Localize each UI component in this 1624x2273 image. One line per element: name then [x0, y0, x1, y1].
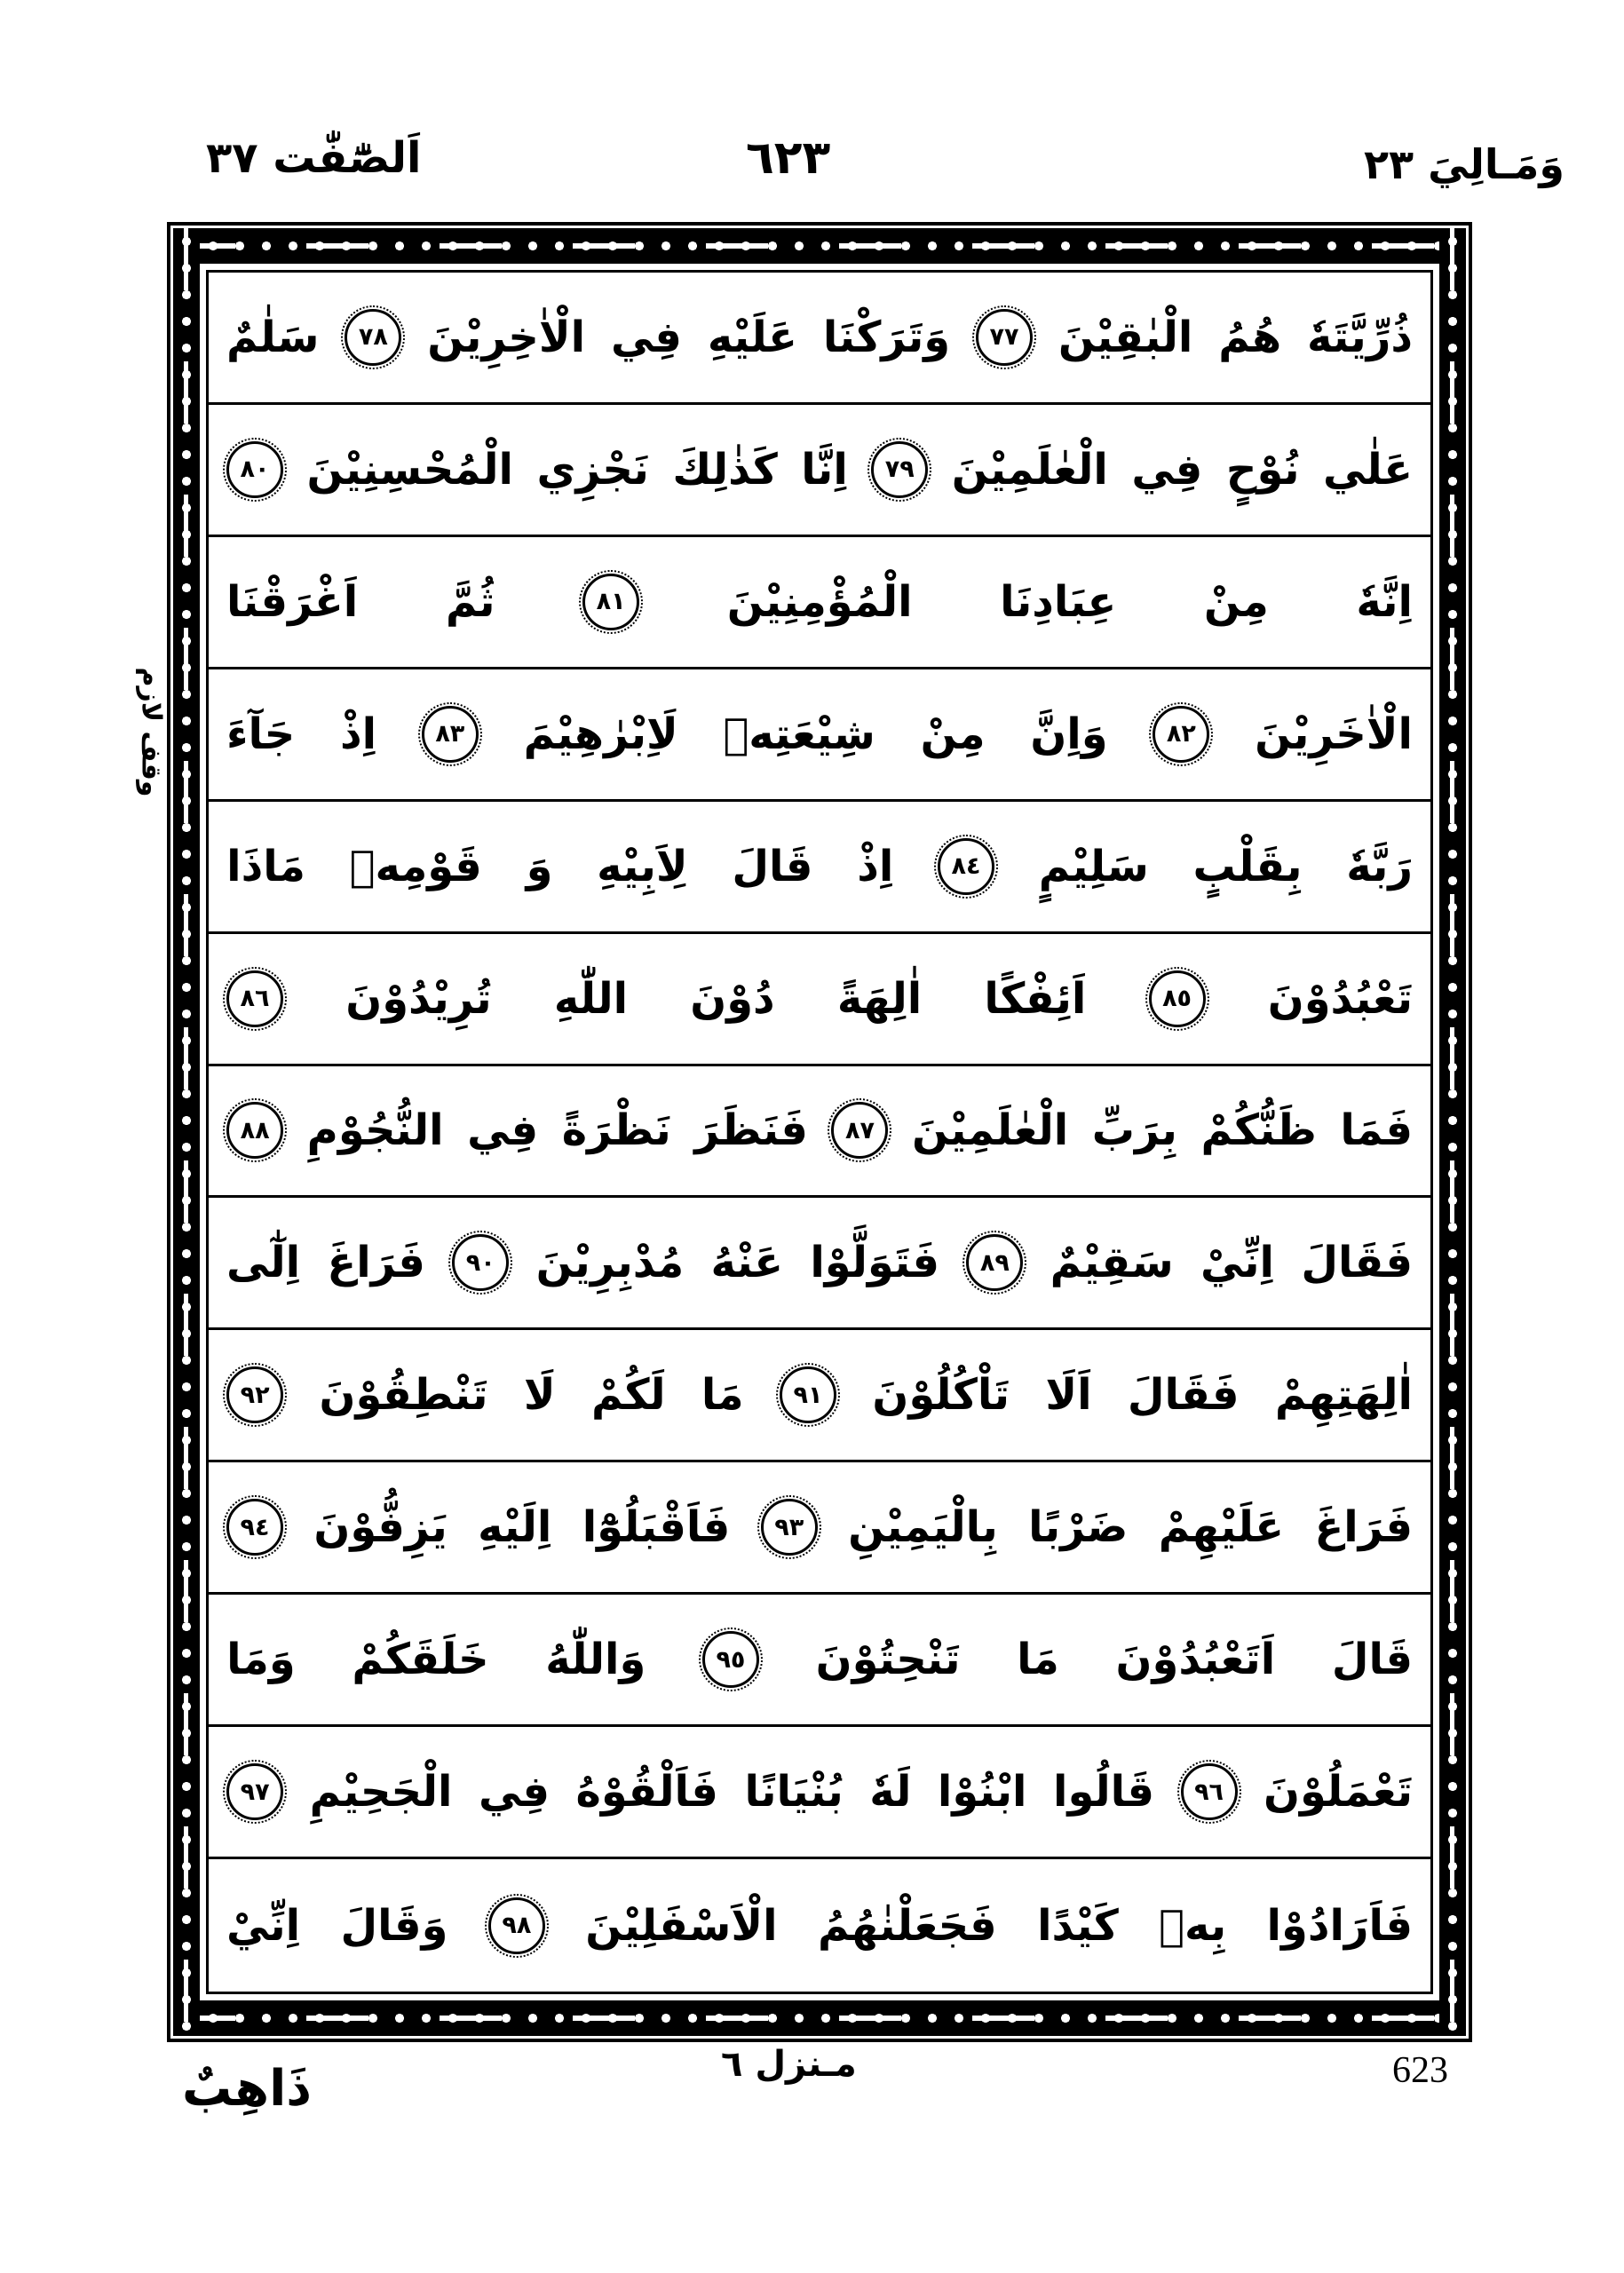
quran-word: ذُرِّيَّتَهٗ — [1307, 312, 1413, 362]
quran-word: النُّجُوْمِ — [306, 1105, 444, 1156]
border-ornament-left — [173, 228, 200, 2036]
quran-word: قَالُوا — [1053, 1767, 1155, 1818]
verse-number-medallion: ٩٠ — [452, 1234, 509, 1291]
quran-word: وَقَالَ — [340, 1900, 448, 1951]
quran-word: الْعٰلَمِيْنَ — [912, 1105, 1069, 1156]
quran-word: تَاْكُلُوْنَ — [872, 1370, 1010, 1421]
quran-word: ضَرْبًا — [1028, 1502, 1129, 1553]
quran-word: نَظْرَةً — [561, 1105, 671, 1156]
border-ornament-top — [173, 228, 1466, 264]
quran-word: قَالَ — [1331, 1635, 1413, 1685]
verse-number-medallion: ٨٢ — [1153, 706, 1209, 763]
quran-word: اَئِفْكًا — [984, 973, 1087, 1024]
verse-number-medallion: ٨٣ — [422, 706, 479, 763]
quran-word: عَلَيْهِ — [707, 312, 797, 362]
quran-word: فِي — [1131, 444, 1203, 495]
quran-word: الْاٰخِرِيْنَ — [427, 312, 586, 362]
quran-line-2 — [209, 405, 1430, 537]
quran-word: مُدْبِرِيْنَ — [535, 1238, 685, 1288]
quran-word: وَاِنَّ — [1030, 709, 1108, 759]
quran-word: كَذٰلِكَ — [672, 444, 778, 495]
verse-number-medallion: ٩٢ — [226, 1366, 283, 1423]
quran-line-12 — [209, 1727, 1430, 1859]
quran-word: بِرَبِّ — [1091, 1105, 1177, 1156]
quran-word: شِيْعَتِهٖ — [723, 709, 875, 759]
quran-word: الْعٰلَمِيْنَ — [951, 444, 1108, 495]
verse-number-medallion: ٨٦ — [226, 970, 283, 1027]
quran-word: اَغْرَقْنَا — [226, 576, 359, 627]
quran-word: اَلَا — [1045, 1370, 1092, 1421]
verse-number-medallion: ٩٥ — [702, 1631, 759, 1688]
quran-word: كَيْدًا — [1037, 1900, 1119, 1951]
quran-word: فَقَالَ — [1301, 1238, 1413, 1288]
quran-word: اِلَيْهِ — [478, 1502, 552, 1553]
quran-word: دُوْنَ — [690, 973, 775, 1024]
quran-word: عِبَادِنَا — [1000, 576, 1117, 627]
quran-text-block — [206, 270, 1433, 1994]
verse-number-medallion: ٨٤ — [938, 838, 994, 895]
page-number-latin: 623 — [1392, 2050, 1448, 2091]
quran-line-11 — [209, 1595, 1430, 1727]
quran-word: فِي — [479, 1767, 551, 1818]
verse-number-medallion: ٨٥ — [1149, 970, 1206, 1027]
quran-word: جَآءَ — [226, 709, 296, 759]
verse-number-medallion: ٩٤ — [226, 1499, 283, 1556]
quran-word: مَاذَا — [226, 841, 305, 891]
quran-word: الْاٰخَرِيْنَ — [1255, 709, 1413, 759]
quran-word: الْمُحْسِنِيْنَ — [306, 444, 513, 495]
verse-number-medallion: ٨٧ — [831, 1102, 888, 1159]
quran-word: لِاَبِيْهِ — [597, 841, 688, 891]
quran-word: اِنِّيْ — [226, 1900, 301, 1951]
quran-word: فَتَوَلَّوْا — [810, 1238, 939, 1288]
quran-line-3 — [209, 537, 1430, 669]
quran-word: فَنَظَرَ — [694, 1105, 808, 1156]
quran-word: بِقَلْبٍ — [1192, 841, 1303, 891]
quran-word: لَكُمْ — [590, 1370, 666, 1421]
page-number-arabic: ٦٢٣ — [746, 131, 831, 185]
quran-word: اِنِّيْ — [1200, 1238, 1275, 1288]
verse-number-medallion: ٨٠ — [226, 441, 283, 498]
quran-word: تَنْحِتُوْنَ — [815, 1635, 961, 1685]
quran-word: فَجَعَلْنٰهُمُ — [818, 1900, 997, 1951]
verse-number-medallion: ٩٦ — [1181, 1763, 1238, 1820]
quran-line-5 — [209, 802, 1430, 934]
quran-word: عَلَيْهِمْ — [1158, 1502, 1285, 1553]
juz-title: وَمَـالِيَ ٢٣ — [1363, 140, 1565, 188]
quran-word: يَزِفُّوْنَ — [313, 1502, 448, 1553]
quran-word: قَالَ — [732, 841, 813, 891]
quran-line-6 — [209, 934, 1430, 1066]
ornamental-border-frame — [167, 222, 1472, 2042]
quran-line-7 — [209, 1066, 1430, 1199]
verse-number-medallion: ٧٨ — [345, 309, 401, 366]
quran-word: اٰلِهَةً — [836, 973, 923, 1024]
quran-word: وَاللّٰهُ — [545, 1635, 646, 1685]
quran-word: فَقَالَ — [1127, 1370, 1240, 1421]
quran-word: اِلٰٓى — [226, 1238, 301, 1288]
quran-word: لَاِبْرٰهِيْمَ — [523, 709, 678, 759]
quran-word: ابْنُوْا — [937, 1767, 1027, 1818]
verse-number-medallion: ٧٧ — [976, 309, 1033, 366]
quran-word: اِنَّهٗ — [1356, 576, 1413, 627]
quran-word: فَاَقْبَلُوْٓا — [582, 1502, 731, 1553]
manzil-marker: مـنزل ٦ — [721, 2044, 857, 2085]
quran-word: فَمَا — [1340, 1105, 1413, 1156]
quran-word: سَلِيْمٍ — [1038, 841, 1149, 891]
quran-word: اللّٰهِ — [553, 973, 629, 1024]
quran-word: نُوْحٍ — [1225, 444, 1300, 495]
quran-word: هُمُ — [1218, 312, 1282, 362]
verse-number-medallion: ٩٧ — [226, 1763, 283, 1820]
quran-word: فَرَاغَ — [327, 1238, 425, 1288]
quran-word: وَتَرَكْنَا — [822, 312, 951, 362]
quran-word: رَبَّهٗ — [1346, 841, 1413, 891]
quran-word: فَاَلْقُوْهُ — [575, 1767, 718, 1818]
quran-word: بِهٖ — [1159, 1900, 1227, 1951]
verse-number-medallion: ٧٩ — [871, 441, 928, 498]
quran-word: الْمُؤْمِنِيْنَ — [726, 576, 913, 627]
quran-word: تَعْبُدُوْنَ — [1267, 973, 1413, 1024]
quran-word: اَتَعْبُدُوْنَ — [1115, 1635, 1276, 1685]
quran-line-8 — [209, 1198, 1430, 1330]
quran-word: سَقِيْمٌ — [1050, 1238, 1174, 1288]
quran-word: لَهٗ — [869, 1767, 912, 1818]
quran-word: بُنْيَانًا — [744, 1767, 844, 1818]
quran-line-9 — [209, 1330, 1430, 1462]
verse-number-medallion: ٨٨ — [226, 1102, 283, 1159]
quran-word: وَ — [526, 841, 553, 891]
quran-word: اِذْ — [339, 709, 377, 759]
quran-line-1 — [209, 273, 1430, 405]
verse-number-medallion: ٨٩ — [966, 1234, 1023, 1291]
quran-word: اٰلِهَتِهِمْ — [1274, 1370, 1413, 1421]
quran-word: مِنْ — [920, 709, 986, 759]
catchword-next-page-word: ذَاهِبٌ — [182, 2060, 313, 2118]
quran-word: عَنْهُ — [710, 1238, 783, 1288]
quran-word: ظَنُّكُمْ — [1200, 1105, 1317, 1156]
quran-word: سَلٰمٌ — [226, 312, 320, 362]
quran-word: فَاَرَادُوْا — [1266, 1900, 1413, 1951]
quran-word: تَعْمَلُوْنَ — [1264, 1767, 1413, 1818]
quran-word: مَا — [1017, 1635, 1059, 1685]
quran-word: فَرَاغَ — [1314, 1502, 1413, 1553]
quran-line-4 — [209, 669, 1430, 802]
quran-word: اِنَّا — [801, 444, 848, 495]
quran-word: مِنْ — [1203, 576, 1269, 627]
quran-word: فِي — [610, 312, 682, 362]
quran-line-13 — [209, 1859, 1430, 1992]
border-ornament-right — [1439, 228, 1466, 2036]
quran-word: الْاَسْفَلِيْنَ — [585, 1900, 778, 1951]
quran-word: مَا — [701, 1370, 744, 1421]
quran-word: فِي — [467, 1105, 539, 1156]
quran-line-10 — [209, 1462, 1430, 1595]
margin-waqf-note-text: وقف لازم — [135, 666, 167, 797]
quran-word: خَلَقَكُمْ — [352, 1635, 489, 1685]
quran-word: وَمَا — [226, 1635, 296, 1685]
quran-word: ثُمَّ — [445, 576, 495, 627]
quran-word: الْجَحِيْمِ — [309, 1767, 453, 1818]
quran-word: تَنْطِقُوْنَ — [319, 1370, 488, 1421]
quran-word: تُرِيْدُوْنَ — [345, 973, 492, 1024]
quran-word: عَلٰي — [1323, 444, 1413, 495]
verse-number-medallion: ٨١ — [582, 574, 639, 630]
verse-number-medallion: ٩١ — [780, 1366, 836, 1423]
quran-word: بِالْيَمِيْنِ — [848, 1502, 998, 1553]
quran-word: اِذْ — [857, 841, 894, 891]
verse-number-medallion: ٩٣ — [761, 1499, 818, 1556]
border-ornament-bottom — [173, 2000, 1466, 2036]
quran-word: الْبٰقِيْنَ — [1058, 312, 1193, 362]
quran-word: نَجْزِي — [536, 444, 649, 495]
verse-number-medallion: ٩٨ — [488, 1897, 545, 1954]
surah-title: اَلصّٰٓفّٰت ٣٧ — [206, 133, 422, 183]
quran-word: قَوْمِهٖ — [349, 841, 482, 891]
quran-word: لَا — [523, 1370, 556, 1421]
